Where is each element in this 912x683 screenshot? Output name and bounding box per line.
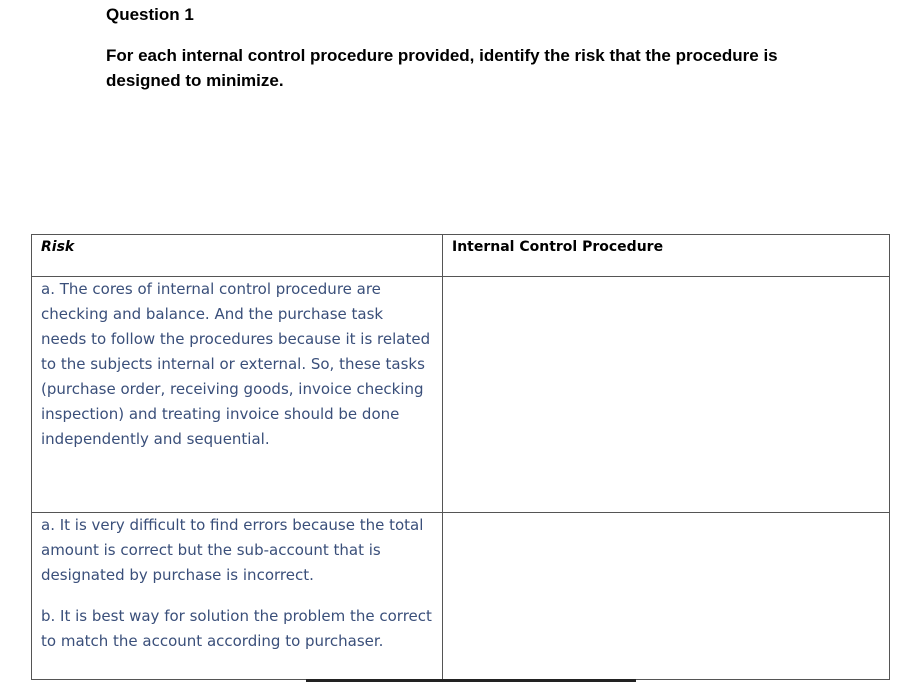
table-row — [32, 513, 890, 680]
risk-paragraph: a. It is very difficult to find errors because the total amount is correct but the sub-account that is designated by purchase is incorrect. — [41, 516, 424, 584]
question-title: Question 1 — [106, 5, 194, 24]
header-procedure-label: Internal Control Procedure — [452, 239, 664, 255]
risk-procedure-table — [31, 234, 890, 680]
risk-cell[interactable] — [32, 277, 443, 513]
risk-cell[interactable] — [32, 513, 443, 680]
header-risk — [32, 235, 443, 277]
risk-paragraph: b. It is best way for solution the problem the correct to match the account according to purchaser. — [41, 607, 432, 650]
table-row — [32, 277, 890, 513]
procedure-cell[interactable] — [443, 513, 890, 680]
bottom-divider — [306, 679, 636, 682]
table-header-row — [32, 235, 890, 277]
header-risk-label: Risk — [41, 239, 75, 255]
question-instruction: For each internal control procedure provided, identify the risk that the procedure is designed to minimize. — [106, 46, 778, 90]
risk-paragraph: a. The cores of internal control procedure are checking and balance. And the purchase task needs to follow the procedures because it is related to the subjects internal or external. So, these tasks (purchase order, receiving goods, invoice checking inspection) and treating invoice should be done independently and sequential. — [41, 280, 431, 448]
header-procedure — [443, 235, 890, 277]
procedure-cell[interactable] — [443, 277, 890, 513]
